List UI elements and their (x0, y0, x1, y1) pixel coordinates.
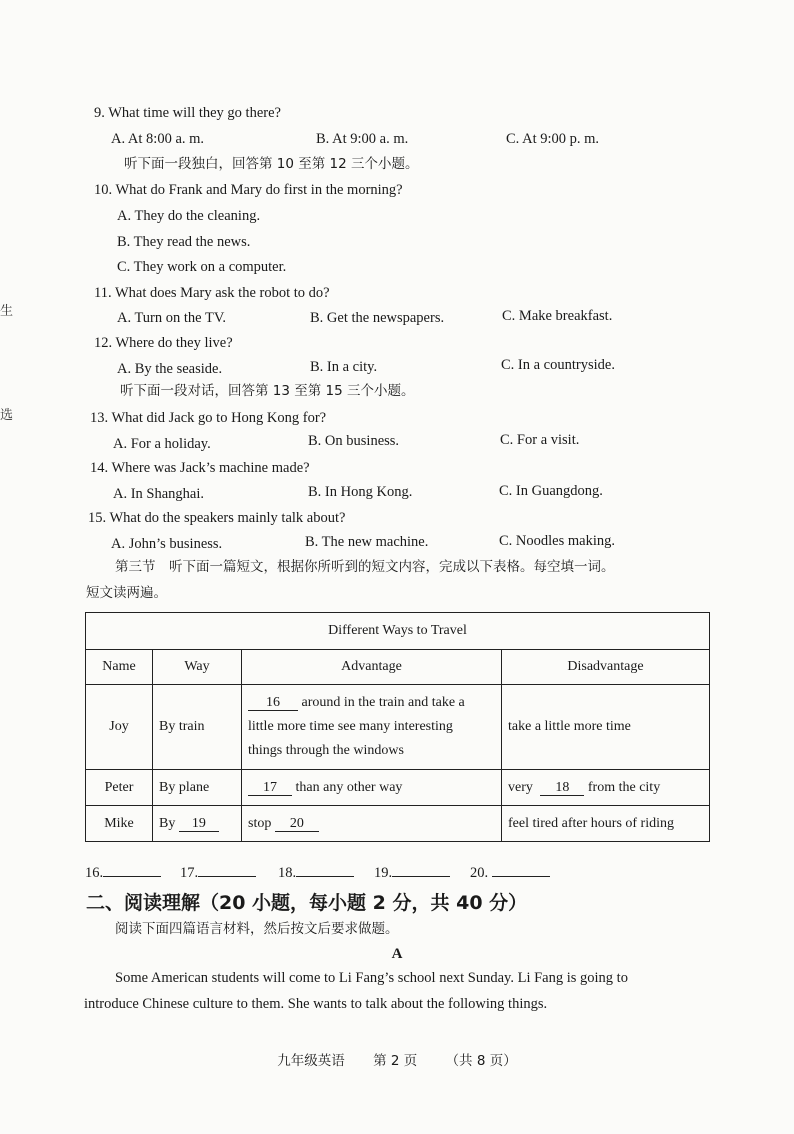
part3-instruction-cont: 短文读两遍。 (86, 585, 167, 601)
option-c: C. They work on a computer. (117, 259, 287, 275)
footer-subject: 九年级英语 (277, 1053, 345, 1069)
passage-text: introduce Chinese culture to them. She wants to talk about the following things. (84, 996, 548, 1012)
header-name: Name (86, 650, 153, 685)
advantage-text: around in the train and take a (298, 695, 465, 710)
part3-instruction: 第三节 听下面一篇短文，根据你所听到的短文内容，完成以下表格。每空填一词。 (115, 559, 615, 575)
margin-mark: 生 (0, 304, 14, 319)
instruction: 听下面一段独白，回答第 10 至第 12 三个小题。 (124, 156, 419, 172)
cell-advantage (242, 806, 502, 842)
answer-number: 19. (374, 865, 393, 881)
option-b: B. Get the newspapers. (310, 310, 445, 326)
cell-disadvantage (502, 770, 710, 806)
cell-advantage (242, 685, 502, 770)
option-a: A. By the seaside. (117, 361, 223, 377)
cell-way: By train (153, 685, 242, 770)
answer-number: 18. (278, 865, 297, 881)
disadvantage-text: very (508, 779, 537, 795)
passage-label: A (391, 946, 403, 962)
option-a: A. In Shanghai. (113, 486, 205, 502)
question-stem: 13. What did Jack go to Hong Kong for? (90, 410, 327, 426)
section-instruction: 阅读下面四篇语言材料，然后按文后要求做题。 (115, 921, 399, 937)
page-footer (0, 1049, 794, 1069)
footer-total: （共 8 页） (445, 1053, 517, 1069)
blank-20[interactable]: 20 (275, 816, 319, 832)
answer-19[interactable] (374, 862, 450, 882)
header-disadvantage: Disadvantage (502, 650, 710, 685)
option-b: B. They read the news. (117, 234, 251, 250)
table-title: Different Ways to Travel (86, 613, 710, 650)
travel-table (85, 612, 710, 842)
advantage-text: little more time see many interesting (248, 719, 453, 734)
option-b: B. The new machine. (305, 534, 429, 550)
cell-advantage (242, 770, 502, 806)
option-a: A. Turn on the TV. (117, 310, 227, 326)
cell-way (153, 806, 242, 842)
cell-name: Peter (86, 770, 153, 806)
table-row (86, 685, 710, 770)
blank-19[interactable]: 19 (179, 816, 219, 832)
option-b: B. In a city. (310, 359, 378, 375)
advantage-text: things through the windows (248, 743, 404, 758)
option-c: C. Noodles making. (499, 533, 615, 549)
answer-17[interactable] (180, 862, 256, 882)
advantage-text: than any other way (292, 779, 403, 795)
answer-number: 20. (470, 865, 489, 881)
option-b: B. At 9:00 a. m. (316, 131, 409, 147)
cell-name: Joy (86, 685, 153, 770)
section-title: 二、阅读理解（20 小题，每小题 2 分，共 40 分） (86, 892, 528, 914)
header-way: Way (153, 650, 242, 685)
footer-page: 第 2 页 (373, 1053, 418, 1069)
way-text: By (159, 815, 179, 831)
option-b: B. In Hong Kong. (308, 484, 413, 500)
option-a: A. They do the cleaning. (117, 208, 261, 224)
cell-disadvantage: feel tired after hours of riding (502, 806, 710, 842)
answer-18[interactable] (278, 862, 354, 882)
question-stem: 9. What time will they go there? (94, 105, 281, 121)
margin-mark: 选 (0, 408, 14, 423)
option-c: C. In Guangdong. (499, 483, 603, 499)
advantage-text: stop (248, 815, 275, 831)
blank-18[interactable]: 18 (540, 780, 584, 796)
question-stem: 11. What does Mary ask the robot to do? (94, 285, 330, 301)
passage-text: Some American students will come to Li Fang’s school next Sunday. Li Fang is going to (115, 970, 628, 986)
option-c: C. Make breakfast. (502, 308, 613, 324)
option-b: B. On business. (308, 433, 400, 449)
blank-16[interactable]: 16 (248, 695, 298, 711)
option-a: A. For a holiday. (113, 436, 211, 452)
table-row (86, 806, 710, 842)
instruction: 听下面一段对话，回答第 13 至第 15 三个小题。 (120, 383, 415, 399)
question-stem: 10. What do Frank and Mary do first in the morning? (94, 182, 403, 198)
question-stem: 15. What do the speakers mainly talk about? (88, 510, 346, 526)
header-advantage: Advantage (242, 650, 502, 685)
option-c: C. For a visit. (500, 432, 580, 448)
disadvantage-text: from the city (584, 779, 661, 795)
option-a: A. John’s business. (111, 536, 223, 552)
answer-number: 16. (85, 865, 104, 881)
blank-17[interactable]: 17 (248, 780, 292, 796)
cell-disadvantage: take a little more time (502, 685, 710, 770)
question-stem: 14. Where was Jack’s machine made? (90, 460, 310, 476)
cell-name: Mike (86, 806, 153, 842)
option-a: A. At 8:00 a. m. (111, 131, 205, 147)
option-c: C. In a countryside. (501, 357, 615, 373)
answer-16[interactable] (85, 862, 161, 882)
option-c: C. At 9:00 p. m. (506, 131, 600, 147)
answer-20[interactable] (470, 862, 550, 882)
answer-number: 17. (180, 865, 199, 881)
table-row (86, 770, 710, 806)
question-stem: 12. Where do they live? (94, 335, 233, 351)
cell-way: By plane (153, 770, 242, 806)
